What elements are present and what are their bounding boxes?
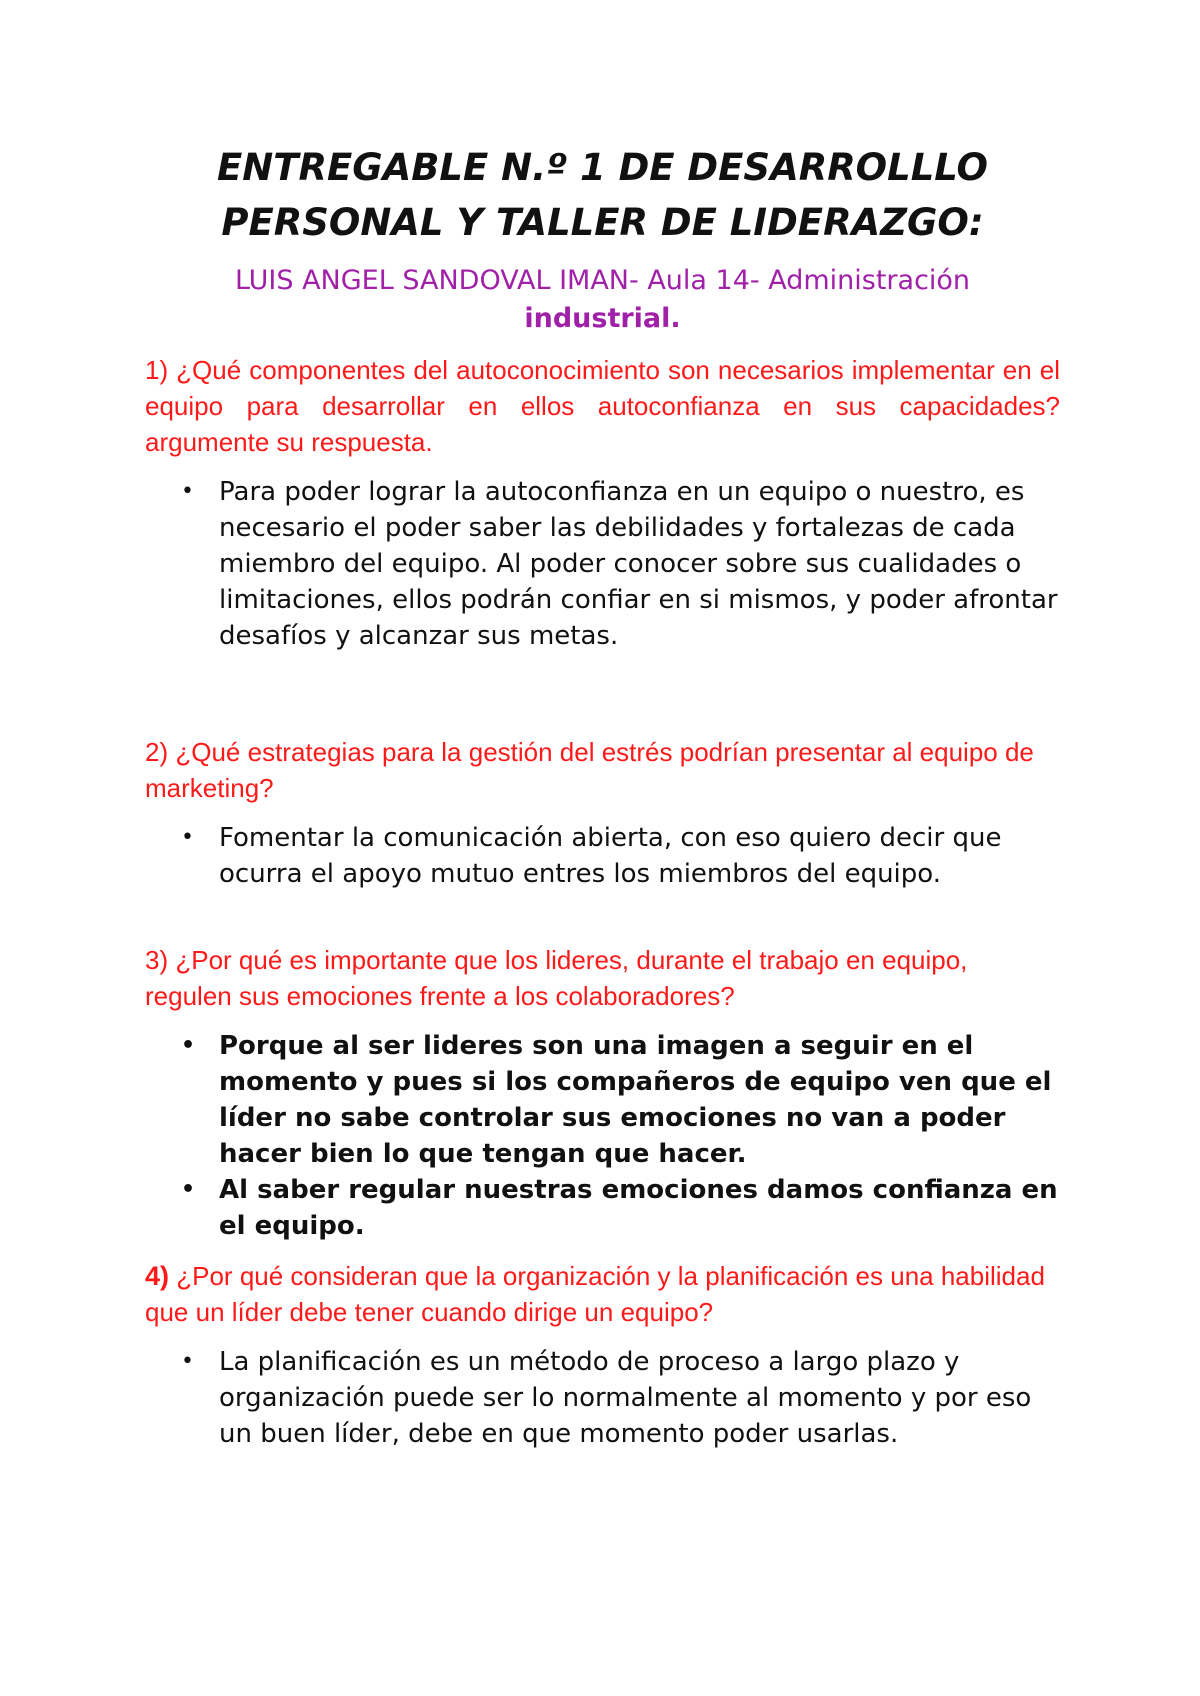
- answer-text: Para poder lograr la autoconfianza en un equipo o nuestro, es necesario el poder saber las debilidades y fortalezas de cada miembro del equipo. Al poder conocer sobre sus cualidades o limitaciones, ellos podrán confiar en si mismos, y poder afrontar desafíos y alcanzar sus metas.: [219, 477, 1058, 651]
- question-number: 3): [145, 945, 169, 975]
- question-1: [145, 352, 1060, 460]
- question-3: [145, 942, 1060, 1014]
- bullet-icon: •: [181, 1033, 196, 1058]
- author-line: [145, 262, 1060, 338]
- bullet-icon: •: [181, 825, 194, 850]
- answer-text: Fomentar la comunicación abierta, con eso quiero decir que ocurra el apoyo mutuo entres los miembros del equipo.: [219, 823, 1002, 889]
- answer-text: Al saber regular nuestras emociones damos confianza en el equipo.: [219, 1175, 1058, 1241]
- question-2: [145, 734, 1060, 806]
- question-text: ¿Qué componentes del autoconocimiento son necesarios implementar en el equipo para desarrollar en ellos autoconfianza en sus capacidades? argumente su respuesta.: [145, 355, 1060, 457]
- author-name-course: LUIS ANGEL SANDOVAL IMAN- Aula 14- Administración: [234, 265, 971, 296]
- question-text: ¿Por qué es importante que los lideres, durante el trabajo en equipo, regulen sus emociones frente a los colaboradores?: [145, 945, 968, 1011]
- section-4: [145, 1258, 1060, 1452]
- answer-item: [181, 1344, 1060, 1452]
- answer-list-2: [145, 820, 1060, 892]
- answer-text: Porque al ser lideres son una imagen a seguir en el momento y pues si los compañeros de equipo ven que el líder no sabe controlar sus emociones no van a poder hacer bien lo que tengan que hacer.: [219, 1031, 1052, 1169]
- answer-item: [181, 1028, 1060, 1172]
- author-program: industrial.: [524, 303, 681, 334]
- section-3: [145, 942, 1060, 1244]
- question-number: 1): [145, 355, 169, 385]
- title-line-2: PERSONAL Y TALLER DE LIDERAZGO:: [221, 201, 984, 244]
- answer-list-1: [145, 474, 1060, 654]
- bullet-icon: •: [181, 1177, 196, 1202]
- answer-item: [181, 474, 1060, 654]
- question-number: 2): [145, 737, 169, 767]
- question-text: ¿Qué estrategias para la gestión del estrés podrían presentar al equipo de marketing?: [145, 737, 1034, 803]
- bullet-icon: •: [181, 1349, 194, 1374]
- question-4: [145, 1258, 1060, 1330]
- bullet-icon: •: [181, 479, 194, 504]
- document-page: [145, 140, 1060, 1452]
- question-number: 4): [145, 1261, 170, 1291]
- document-title: [145, 140, 1060, 250]
- section-2: [145, 734, 1060, 892]
- title-line-1: ENTREGABLE N.º 1 DE DESARROLLLO: [216, 146, 989, 189]
- answer-text: La planificación es un método de proceso a largo plazo y organización puede ser lo normalmente al momento y por eso un buen líder, debe en que momento poder usarlas.: [219, 1347, 1032, 1449]
- section-1: [145, 352, 1060, 654]
- answer-item: [181, 1172, 1060, 1244]
- answer-item: [181, 820, 1060, 892]
- answer-list-3: [145, 1028, 1060, 1244]
- answer-list-4: [145, 1344, 1060, 1452]
- question-text: ¿Por qué consideran que la organización y la planificación es una habilidad que un líder debe tener cuando dirige un equipo?: [145, 1261, 1045, 1327]
